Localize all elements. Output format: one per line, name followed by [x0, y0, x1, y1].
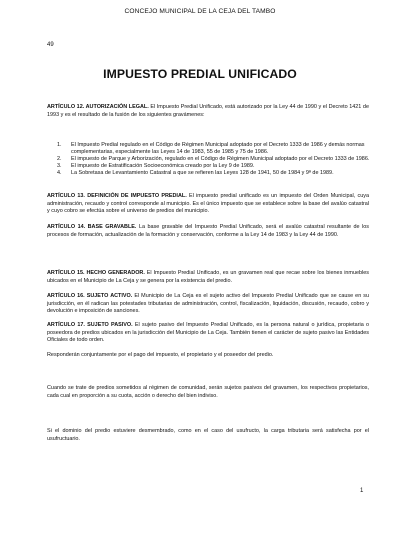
list-item: [47, 163, 377, 170]
list-item-text: El impuesto de Parque y Arborización, regulado en el Código de Régimen Municipal adoptado por el Decreto 1333 de 1986.: [71, 156, 370, 162]
paragraph-joint-liability: Responderán conjuntamente por el pago del impuesto, el propietario y el poseedor del predio.: [47, 352, 274, 358]
page-number-top: 49: [47, 42, 54, 48]
article-13-heading: ARTÍCULO 13. DEFINICIÓN DE IMPUESTO PREDIAL.: [47, 193, 187, 199]
article-17: [47, 322, 369, 345]
page-header: CONCEJO MUNICIPAL DE LA CEJA DEL TAMBO: [124, 8, 276, 15]
list-item-number: 1.: [57, 142, 62, 148]
article-14: [47, 224, 369, 239]
article-17-text: El sujeto pasivo del Impuesto Predial Unificado, es la persona natural o jurídica, propietaria o poseedora de predios ubicados en la jurisdicción del Municipio de La Ceja. También tienen el carácter de sujeto pasivo las Entidades Oficiales de todo orden.: [47, 322, 369, 344]
list-item: [47, 142, 377, 156]
list-item-text: El impuesto de Estratificación Socioeconómica creado por la Ley 9 de 1989.: [71, 163, 255, 169]
document-title: IMPUESTO PREDIAL UNIFICADO: [103, 67, 297, 81]
article-12: [47, 104, 369, 119]
list-item-number: 3.: [57, 163, 62, 169]
list-item: [47, 170, 377, 177]
article-12-heading: ARTÍCULO 12. AUTORIZACIÓN LEGAL.: [47, 104, 149, 110]
list-item-text: El Impuesto Predial regulado en el Código de Régimen Municipal adoptado por el Decreto 1333 de 1986 y demás normas complementarias, especialmente las Leyes 14 de 1983, 55 de 1985 y 75 de 1986.: [71, 142, 365, 155]
list-item-number: 4.: [57, 170, 62, 176]
article-14-text: La base gravable del Impuesto Predial Unificado, será el avalúo catastral resultante de los procesos de formación, actualización de la formación y conservación, conforme a la Ley 14 de 1983 y la Ley 44 de 1990.: [47, 224, 370, 238]
article-15: [47, 270, 369, 285]
article-15-text: El Impuesto Predial Unificado, es un gravamen real que recae sobre los bienes inmuebles ubicados en el Municipio de La Ceja y se genera por la existencia del predio.: [47, 270, 369, 284]
list-item-number: 2.: [57, 156, 62, 162]
article-13: [47, 193, 369, 216]
article-16-heading: ARTÍCULO 16. SUJETO ACTIVO.: [47, 293, 133, 299]
paragraph-usufruct: Si el dominio del predio estuviere desmembrado, como en el caso del usufructo, la carga tributaria será satisfecha por el usufructuario.: [47, 428, 369, 442]
article-15-heading: ARTÍCULO 15. HECHO GENERADOR.: [47, 270, 145, 276]
article-14-heading: ARTÍCULO 14. BASE GRAVABLE.: [47, 224, 137, 230]
list-item-text: La Sobretasa de Levantamiento Catastral a que se refieren las Leyes 128 de 1941, 50 de 1984 y 9ª de 1989.: [71, 170, 334, 176]
tax-list: [47, 142, 377, 177]
list-item: [47, 156, 377, 163]
article-16: [47, 293, 369, 316]
article-13-text: El impuesto predial unificado es un impuesto del Orden Municipal, cuya administración, recaudo y control corresponde al municipio. Es el único impuesto que se establece sobre la base del avalúo catastral y cuyo cobro se efectúa sobre el universo de predios del municipio.: [47, 193, 369, 215]
article-12-text: El Impuesto Predial Unificado, está autorizado por la Ley 44 de 1990 y el Decreto 1421 de 1993 y es el resultado de la fusión de los siguientes gravámenes:: [47, 104, 369, 118]
page-number-bottom: 1: [360, 488, 364, 494]
article-17-heading: ARTÍCULO 17. SUJETO PASIVO.: [47, 322, 133, 328]
paragraph-community-regime: Cuando se trate de predios sometidos al régimen de comunidad, serán sujetos pasivos del gravamen, los respectivos propietarios, cada cual en proporción a su cuota, acción o derecho del bien indiviso.: [47, 385, 369, 399]
article-16-text: El Municipio de La Ceja es el sujeto activo del Impuesto Predial Unificado que se cause en su jurisdicción, en él radican las potestades tributarias de administración, control, fiscalización, liquidación, discusión, recaudo, cobro y devolución e imposición de sanciones.: [47, 293, 369, 315]
